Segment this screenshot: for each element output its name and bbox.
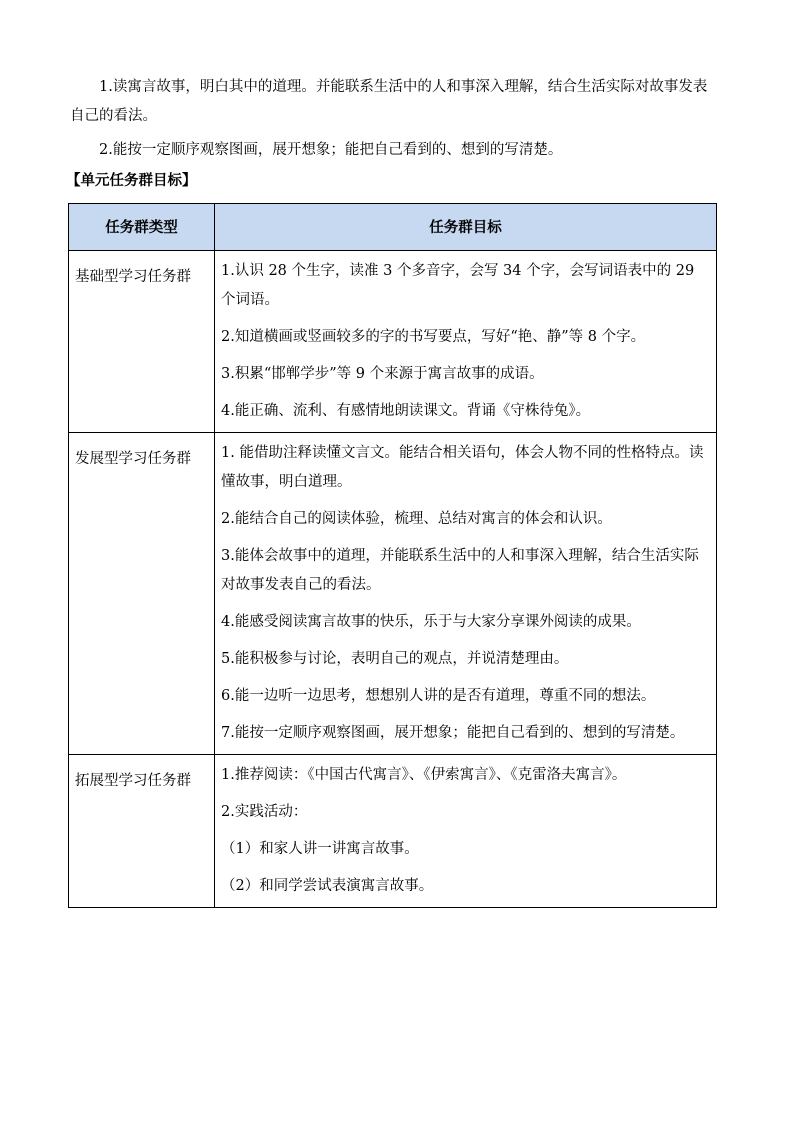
- goal-item: 2.实践活动：: [221, 804, 308, 820]
- goal-item: （2）和同学尝试表演寓言故事。: [221, 878, 434, 894]
- header-task-goal: 任务群目标: [215, 204, 717, 251]
- task-goals-cell: [215, 433, 717, 755]
- table-row: [69, 755, 717, 908]
- task-type-cell: 发展型学习任务群: [69, 433, 215, 755]
- intro-paragraph-2: 2.能按一定顺序观察图画，展开想象；能把自己看到的、想到的写清楚。: [99, 142, 563, 158]
- table-row: [69, 251, 717, 433]
- goal-item: 1. 能借助注释读懂文言文。能结合相关语句，体会人物不同的性格特点。读懂故事，明白道理。: [221, 445, 704, 490]
- goal-item: 2.知道横画或竖画较多的字的书写要点，写好“艳、静”等 8 个字。: [221, 329, 646, 345]
- goal-item: 3.积累“邯郸学步”等 9 个来源于寓言故事的成语。: [221, 366, 544, 382]
- goal-item: 5.能积极参与讨论，表明自己的观点，并说清楚理由。: [221, 651, 569, 667]
- table-row: [69, 433, 717, 755]
- table-header-row: [69, 204, 717, 251]
- task-group-table: [68, 203, 717, 908]
- intro-paragraph-1: 1.读寓言故事，明白其中的道理。并能联系生活中的人和事深入理解，结合生活实际对故事发表自己的看法。: [70, 79, 708, 124]
- goal-item: 6.能一边听一边思考，想想别人讲的是否有道理，尊重不同的想法。: [221, 688, 656, 704]
- goal-item: 4.能感受阅读寓言故事的快乐，乐于与大家分享课外阅读的成果。: [221, 614, 641, 630]
- goal-item: 3.能体会故事中的道理，并能联系生活中的人和事深入理解，结合生活实际对故事发表自己的看法。: [221, 548, 699, 593]
- task-type-cell: 拓展型学习任务群: [69, 755, 215, 908]
- section-title: 【单元任务群目标】: [66, 172, 197, 189]
- goal-item: 4.能正确、流利、有感情地朗读课文。背诵《守株待兔》。: [221, 403, 591, 419]
- task-goals-cell: [215, 251, 717, 433]
- task-type-cell: 基础型学习任务群: [69, 251, 215, 433]
- header-task-type: 任务群类型: [69, 204, 215, 251]
- goal-item: 1.认识 28 个生字，读准 3 个多音字，会写 34 个字，会写词语表中的 29 个词语。: [221, 263, 695, 308]
- goal-item: 1.推荐阅读：《中国古代寓言》、《伊索寓言》、《克雷洛夫寓言》。: [221, 767, 627, 783]
- goal-item: 2.能结合自己的阅读体验，梳理、总结对寓言的体会和认识。: [221, 511, 612, 527]
- task-goals-cell: [215, 755, 717, 908]
- goal-item: 7.能按一定顺序观察图画，展开想象；能把自己看到的、想到的写清楚。: [221, 725, 685, 741]
- goal-item: （1）和家人讲一讲寓言故事。: [221, 841, 419, 857]
